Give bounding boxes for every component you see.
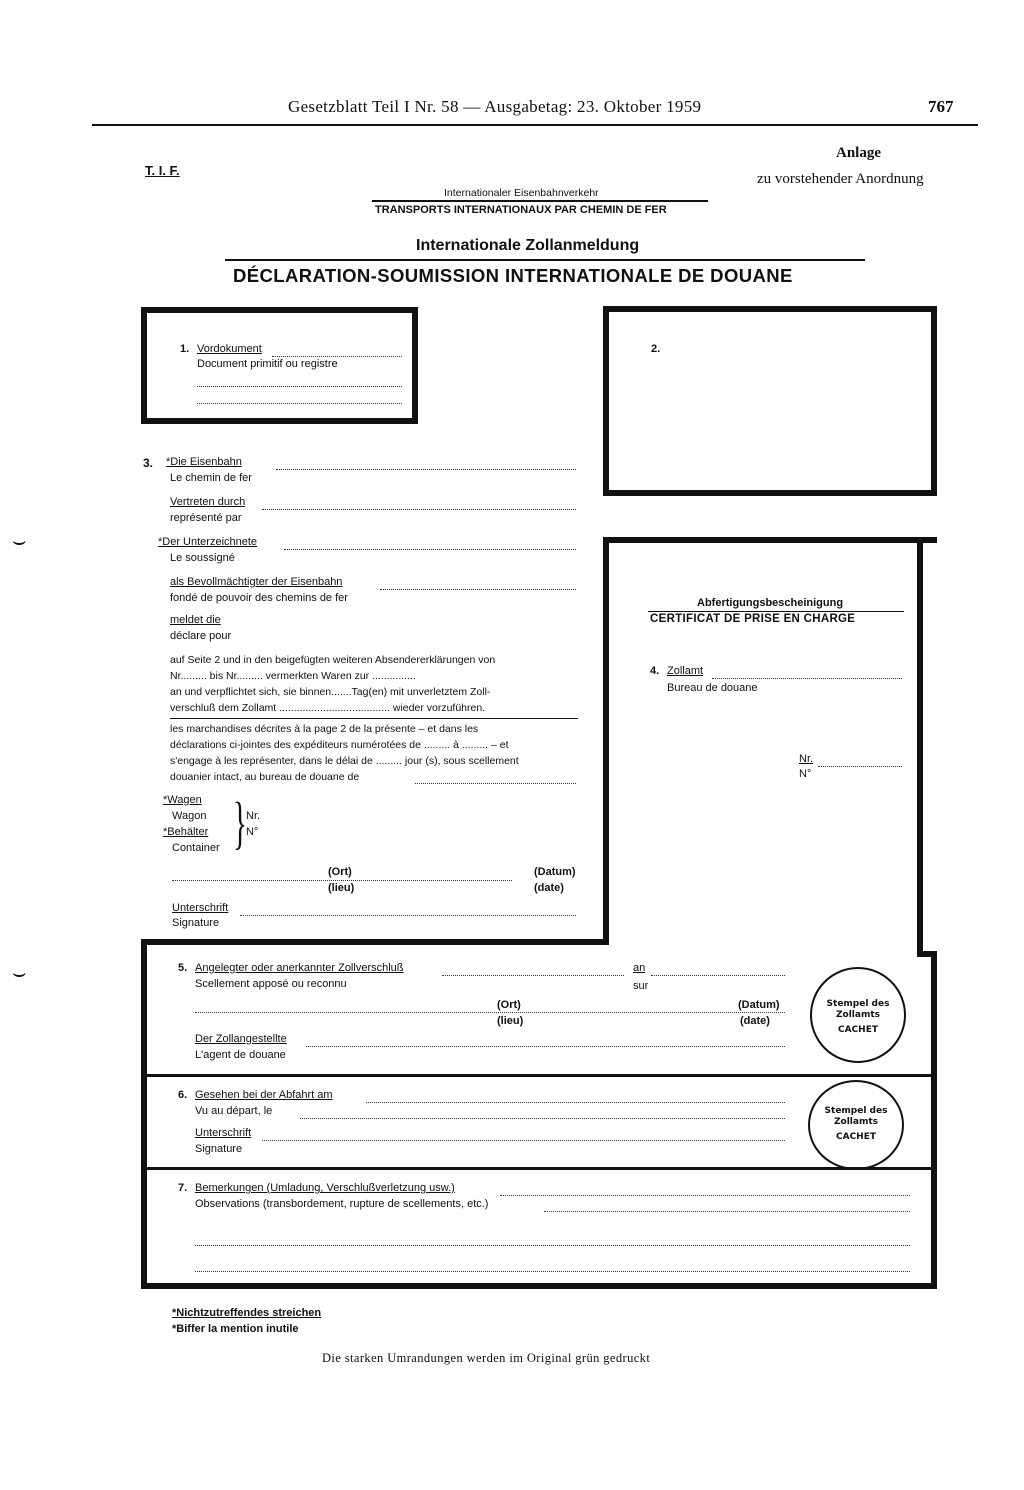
office-dots[interactable] xyxy=(712,678,902,679)
box4-right xyxy=(917,537,923,957)
wagon-brace: } xyxy=(232,790,247,855)
annex-title: Anlage xyxy=(836,145,881,161)
divider-6-7 xyxy=(147,1167,931,1170)
field-4-heading-fr: CERTIFICAT DE PRISE EN CHARGE xyxy=(650,613,856,625)
remarks-dots[interactable] xyxy=(195,1245,910,1246)
field-4-no: N° xyxy=(799,768,812,780)
footnote-fr: *Biffer la mention inutile xyxy=(172,1323,299,1335)
text-de-3: an und verpflichtet sich, sie binnen.......Tag(en) mit unverletztem Zoll- xyxy=(170,686,491,698)
railway-fr: Le chemin de fer xyxy=(170,472,252,484)
form-title-de: Internationale Zollanmeldung xyxy=(416,237,640,254)
stamp-circle-6 xyxy=(808,1080,904,1170)
field-1-dots[interactable] xyxy=(197,403,402,404)
box5-left xyxy=(141,939,147,1289)
officer-fr: L'agent de douane xyxy=(195,1049,286,1061)
text-de-2: Nr......... bis Nr......... vermerkten Waren zur ............... xyxy=(170,670,416,682)
field-6-sign-de: Unterschrift xyxy=(195,1127,252,1139)
field-6-sign-dots[interactable] xyxy=(262,1140,785,1141)
railway-de: *Die Eisenbahn xyxy=(166,456,242,468)
seal-on-de: an xyxy=(633,962,646,974)
place-de: (Ort) xyxy=(328,866,352,878)
footnote-de: *Nichtzutreffendes streichen xyxy=(172,1307,322,1319)
seal-de: Angelegter oder anerkannter Zollverschluß xyxy=(195,962,404,974)
form-title-fr: DÉCLARATION-SOUMISSION INTERNATIONALE DE DOUANE xyxy=(233,265,793,286)
rep-de: Vertreten durch xyxy=(170,496,246,508)
text-fr-1: les marchandises décrites à la page 2 de la présente – et dans les xyxy=(170,723,479,735)
field-7-number: 7. xyxy=(178,1182,188,1194)
wagon-no: N° xyxy=(246,826,259,838)
box4-step xyxy=(141,939,609,945)
office-fr: Bureau de douane xyxy=(667,682,758,694)
field-6-number: 6. xyxy=(178,1089,188,1101)
divider-5-6 xyxy=(147,1074,931,1077)
frame-bottom xyxy=(141,1283,937,1289)
rep-dots[interactable] xyxy=(262,509,576,510)
field-5-number: 5. xyxy=(178,962,188,974)
field-4-number: 4. xyxy=(650,665,660,677)
customs-office-dots[interactable] xyxy=(415,783,576,784)
remarks-dots[interactable] xyxy=(500,1195,910,1196)
wagon-de: *Wagen xyxy=(163,794,202,806)
field-4-nr: Nr. xyxy=(799,753,814,765)
declares-fr: déclare pour xyxy=(170,630,232,642)
remarks-de: Bemerkungen (Umladung, Verschlußverletzung usw.) xyxy=(195,1182,455,1194)
stamp-6-line1: Stempel des xyxy=(824,1106,888,1116)
stamp-5-line1: Stempel des xyxy=(826,999,890,1009)
rep-fr: représenté par xyxy=(170,512,242,524)
seal-on-dots[interactable] xyxy=(651,975,785,976)
office-de: Zollamt xyxy=(667,665,704,677)
field-1-label-fr: Document primitif ou registre xyxy=(197,358,338,370)
text-fr-3: s'engage à les représenter, dans le délai de ......... jour (s), sous scellement xyxy=(170,755,519,767)
field-1-label-de: Vordokument xyxy=(197,343,262,355)
railway-dots[interactable] xyxy=(276,469,576,470)
remarks-dots[interactable] xyxy=(544,1211,910,1212)
page-number: 767 xyxy=(928,97,954,116)
field-4-heading-de: Abfertigungsbescheinigung xyxy=(697,597,844,609)
field-3-number: 3. xyxy=(143,456,154,470)
seal-dots[interactable] xyxy=(442,975,624,976)
tif-mark: T. I. F. xyxy=(145,163,180,178)
officer-de: Der Zollangestellte xyxy=(195,1033,287,1045)
field-1-number: 1. xyxy=(180,343,190,355)
proxy-dots[interactable] xyxy=(380,589,576,590)
header-rule xyxy=(92,124,978,126)
seen-de: Gesehen bei der Abfahrt am xyxy=(195,1089,333,1101)
field-5-place-de: (Ort) xyxy=(497,999,521,1011)
date-de: (Datum) xyxy=(534,866,576,878)
field-5-place-dots[interactable] xyxy=(195,1012,785,1013)
frame-top-right xyxy=(917,951,937,957)
place-dots[interactable] xyxy=(172,880,512,881)
place-fr: (lieu) xyxy=(328,882,355,894)
bottom-note: Die starken Umrandungen werden im Original grün gedruckt xyxy=(322,1351,651,1365)
text-de-4: verschluß dem Zollamt ...................................... wieder vorzuführen. xyxy=(170,702,486,714)
officer-dots[interactable] xyxy=(306,1046,785,1047)
transport-rule xyxy=(372,200,708,202)
field-1-dots[interactable] xyxy=(197,386,402,387)
field-1-dots[interactable] xyxy=(272,356,402,357)
field-6-sign-fr: Signature xyxy=(195,1143,243,1155)
declares-de: meldet die xyxy=(170,614,221,626)
container-fr: Container xyxy=(172,842,220,854)
date-fr: (date) xyxy=(534,882,564,894)
transport-de: Internationaler Eisenbahnverkehr xyxy=(444,187,599,199)
margin-mark: ⌣ xyxy=(12,960,27,985)
seen-dots[interactable] xyxy=(366,1102,785,1103)
box4-top xyxy=(603,537,937,543)
sign-dots[interactable] xyxy=(240,915,576,916)
field-2-box xyxy=(603,306,937,496)
field-5-date-de: (Datum) xyxy=(738,999,780,1011)
proxy-de: als Bevollmächtigter der Eisenbahn xyxy=(170,576,343,588)
text-divider xyxy=(170,718,578,719)
field-5-place-fr: (lieu) xyxy=(497,1015,524,1027)
signed-fr: Le soussigné xyxy=(170,552,235,564)
text-fr-2: déclarations ci-jointes des expéditeurs numérotées de ......... à ......... – et xyxy=(170,739,509,751)
seen-dots-2[interactable] xyxy=(300,1118,785,1119)
field-4-rule xyxy=(648,611,904,612)
stamp-circle-5 xyxy=(810,967,906,1063)
remarks-fr: Observations (transbordement, rupture de scellements, etc.) xyxy=(195,1198,489,1210)
transport-fr: TRANSPORTS INTERNATIONAUX PAR CHEMIN DE FER xyxy=(375,204,667,216)
annex-subtitle: zu vorstehender Anordnung xyxy=(757,171,924,187)
field-2-number: 2. xyxy=(651,343,661,355)
stamp-5-line2: Zollamts xyxy=(836,1010,880,1020)
running-title: Gesetzblatt Teil I Nr. 58 — Ausgabetag: 23. Oktober 1959 xyxy=(288,97,702,116)
seal-fr: Scellement apposé ou reconnu xyxy=(195,978,347,990)
stamp-6-line2: Zollamts xyxy=(834,1117,878,1127)
remarks-dots[interactable] xyxy=(195,1271,910,1272)
frame-right xyxy=(931,951,937,1289)
wagon-nr: Nr. xyxy=(246,810,261,822)
container-de: *Behälter xyxy=(163,826,209,838)
stamp-6-line3: CACHET xyxy=(836,1132,876,1142)
text-de-1: auf Seite 2 und in den beigefügten weiteren Absendererklärungen von xyxy=(170,654,496,666)
wagon-fr: Wagon xyxy=(172,810,207,822)
stamp-5-line3: CACHET xyxy=(838,1025,878,1035)
proxy-fr: fondé de pouvoir des chemins de fer xyxy=(170,592,348,604)
title-rule xyxy=(225,259,865,261)
box4-left xyxy=(603,537,609,945)
seal-on-fr: sur xyxy=(633,980,649,992)
field-5-date-fr: (date) xyxy=(740,1015,770,1027)
field-4-nr-dots[interactable] xyxy=(818,766,902,767)
margin-mark: ⌣ xyxy=(12,528,27,553)
text-fr-4: douanier intact, au bureau de douane de xyxy=(170,771,360,783)
signed-de: *Der Unterzeichnete xyxy=(158,536,258,548)
seen-fr: Vu au départ, le xyxy=(195,1105,273,1117)
sign-de: Unterschrift xyxy=(172,902,229,914)
sign-fr: Signature xyxy=(172,917,220,929)
signed-dots[interactable] xyxy=(284,549,576,550)
